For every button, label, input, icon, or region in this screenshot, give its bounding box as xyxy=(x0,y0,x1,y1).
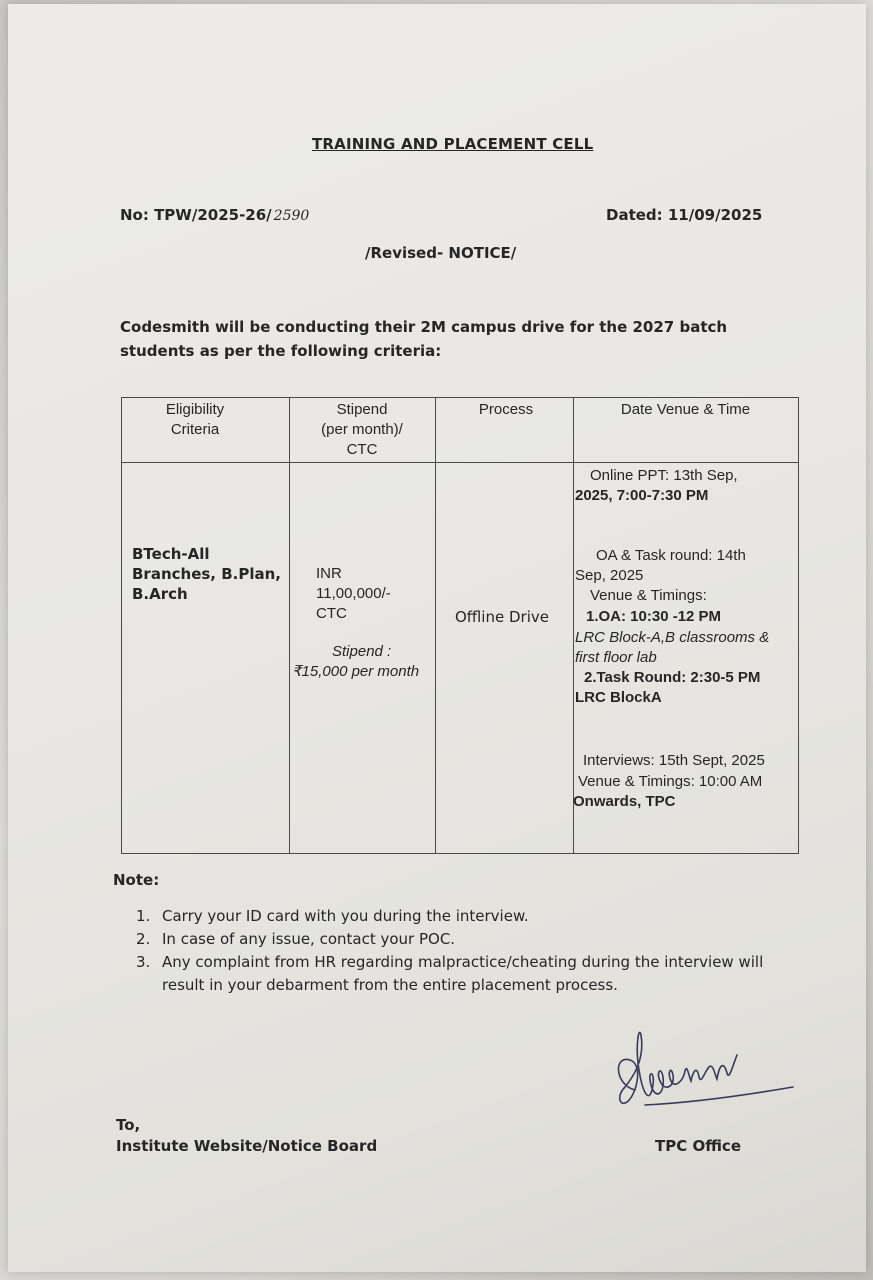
table-header-divider xyxy=(122,462,798,463)
oa-line: 2.Task Round: 2:30-5 PM xyxy=(584,669,761,686)
interview-line: Venue & Timings: 10:00 AM xyxy=(578,773,763,790)
ctc-cell: INR 11,00,000/- CTC xyxy=(316,565,391,622)
reference-handwritten-number: 2590 xyxy=(273,208,310,224)
signature xyxy=(605,1015,800,1120)
ppt-line: 2025, 7:00-7:30 PM xyxy=(575,487,709,504)
process-cell: Offline Drive xyxy=(455,608,549,626)
oa-line: Sep, 2025 xyxy=(575,567,644,584)
page-title: TRAINING AND PLACEMENT CELL xyxy=(312,135,594,153)
list-text: Carry your ID card with you during the interview. xyxy=(162,907,529,925)
table-divider xyxy=(573,398,574,853)
interview-line: Interviews: 15th Sept, 2025 xyxy=(583,752,765,769)
stipend-value: ₹15,000 per month xyxy=(292,663,420,680)
header-eligibility: Eligibility Criteria xyxy=(165,401,225,438)
notes-heading: Note: xyxy=(113,871,160,889)
header-stipend: Stipend (per month)/ CTC xyxy=(321,401,403,458)
oa-line: 1.OA: 10:30 -12 PM xyxy=(586,608,722,625)
notice-label: /Revised- NOTICE/ xyxy=(365,244,517,262)
list-number: 2. xyxy=(136,930,151,948)
reference-number xyxy=(120,206,309,224)
header-date-venue-time: Date Venue & Time xyxy=(620,401,751,418)
reference-prefix: No: TPW/2025-26/ xyxy=(120,206,272,224)
notice-date: Dated: 11/09/2025 xyxy=(606,206,763,224)
oa-line: LRC BlockA xyxy=(575,689,662,706)
list-number: 3. xyxy=(136,953,151,971)
list-text: Any complaint from HR regarding malpractice/cheating during the interview will result in your debarment from the entire placement process. xyxy=(162,953,764,994)
notes-list xyxy=(136,905,786,997)
oa-line: Venue & Timings: xyxy=(590,587,707,604)
issuing-office: TPC Office xyxy=(655,1137,742,1155)
recipient: To, Institute Website/Notice Board xyxy=(116,1116,378,1155)
interview-line: Onwards, TPC xyxy=(573,793,676,810)
stipend-label: Stipend : xyxy=(332,643,392,660)
list-text: In case of any issue, contact your POC. xyxy=(162,930,456,948)
criteria-table xyxy=(121,397,799,854)
oa-line: OA & Task round: 14th xyxy=(596,547,746,564)
header-process: Process xyxy=(478,401,534,418)
table-divider xyxy=(289,398,290,853)
list-item xyxy=(136,905,786,928)
oa-line: LRC Block-A,B classrooms & xyxy=(575,629,770,646)
oa-line: first floor lab xyxy=(575,649,657,666)
ppt-line: Online PPT: 13th Sep, xyxy=(590,467,738,484)
table-divider xyxy=(435,398,436,853)
list-number: 1. xyxy=(136,907,151,925)
eligibility-cell: BTech-All Branches, B.Plan, B.Arch xyxy=(132,545,281,603)
list-item xyxy=(136,951,786,997)
intro-paragraph: Codesmith will be conducting their 2M campus drive for the 2027 batch students as per the following criteria: xyxy=(120,318,728,360)
list-item xyxy=(136,928,786,951)
